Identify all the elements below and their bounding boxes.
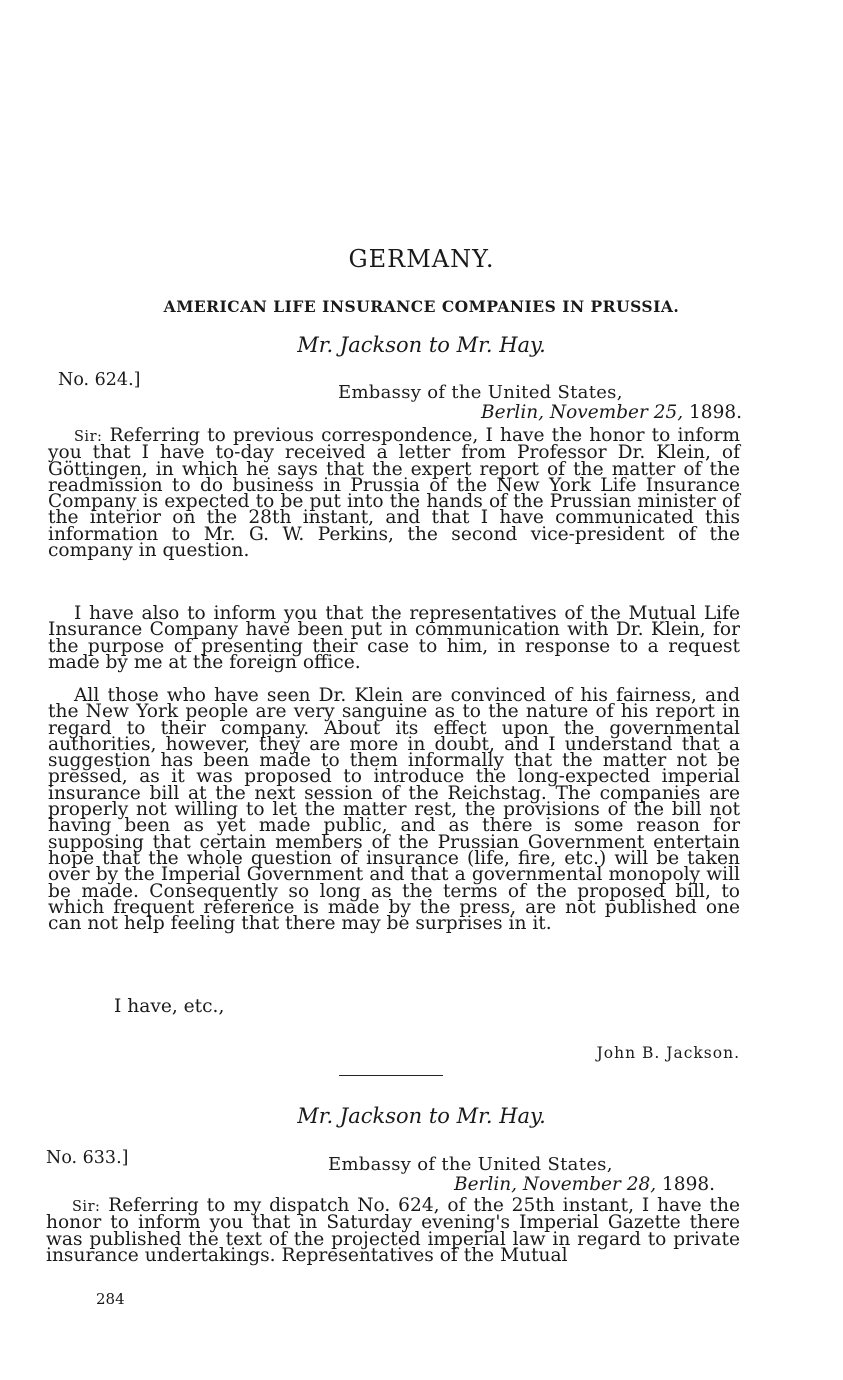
letter2-heading: Mr. Jackson to Mr. Hay. <box>297 1104 546 1128</box>
letter2-paragraph-1 <box>46 1195 740 1266</box>
letter1-paragraph-3: All those who have seen Dr. Klein are convinced of his fairness, and the New York people are very sanguine as to the nature of his report in regard to their company. About its effect upon the governmental authorities, however, they are more in doubt, and I understand that a suggestion has been made to them informally that the matter not be pressed, as it was proposed to introduce the long-expected imperial insurance bill at the next session of the Reichstag. The companies are properly not willing to let the matter rest, the provisions of the bill not having been as yet made public, and as there is some reason for supposing that certain members of the Prussian Government entertain hope that the whole question of insurance (life, fire, etc.) will be taken over by the Imperial Government and that a governmental monopoly will be made. Consequently so long as the terms of the proposed bill, to which frequent reference is made by the press, are not published one can not help feeling that there may be surprises in it. <box>48 685 740 935</box>
letter1-salutation: Sir: <box>74 429 103 445</box>
letter2-p1-text: Referring to my dispatch No. 624, of the 25th instant, I have the honor to inform you that in Saturday evening's Imperial Gazette there was published the text of the projected imperial law in regard to private insurance undertakings. Representatives of the Mutual <box>46 1195 740 1266</box>
letter1-number: No. 624.] <box>58 370 141 390</box>
letter2-embassy: Embassy of the United States, <box>328 1154 613 1175</box>
letter1-embassy: Embassy of the United States, <box>338 382 623 403</box>
letter1-dateline <box>481 402 742 423</box>
letter1-heading: Mr. Jackson to Mr. Hay. <box>297 333 546 357</box>
country-title: GERMANY. <box>348 245 495 273</box>
letter1-date: November 25, <box>549 402 684 423</box>
letter2-salutation: Sir: <box>72 1199 101 1215</box>
letter1-signoff: I have, etc., <box>114 996 225 1017</box>
section-divider <box>339 1075 443 1076</box>
letter1-paragraph-1 <box>48 425 740 562</box>
page-number: 284 <box>96 1290 125 1308</box>
subject-heading: AMERICAN LIFE INSURANCE COMPANIES IN PRUSSIA. <box>163 297 680 316</box>
letter2-date: November 28, <box>522 1174 657 1195</box>
letter2-dateline <box>454 1174 715 1195</box>
letter1-paragraph-2: I have also to inform you that the representatives of the Mutual Life Insurance Company have been put in communication with Dr. Klein, for the purpose of presenting their case to him, in response to a request made by me at the foreign office. <box>48 603 740 673</box>
letter2-number: No. 633.] <box>46 1148 129 1168</box>
letter1-year: 1898. <box>689 402 742 423</box>
letter2-place: Berlin, <box>454 1174 518 1195</box>
letter1-signature: John B. Jackson. <box>596 1044 740 1062</box>
letter1-place: Berlin, <box>481 402 545 423</box>
letter1-p1-text: Referring to previous correspondence, I have the honor to inform you that I have to-day received a letter from Professor Dr. Klein, of Göttingen, in which he says that the expert report of the matter of the readmission to do business in Prussia of the New York Life Insurance Company is expected to be put into the hands of the Prussian minister of the interior on the 28th instant, and that I have communicated this information to Mr. G. W. Perkins, the second vice-president of the company in question. <box>48 425 740 562</box>
letter2-year: 1898. <box>662 1174 715 1195</box>
